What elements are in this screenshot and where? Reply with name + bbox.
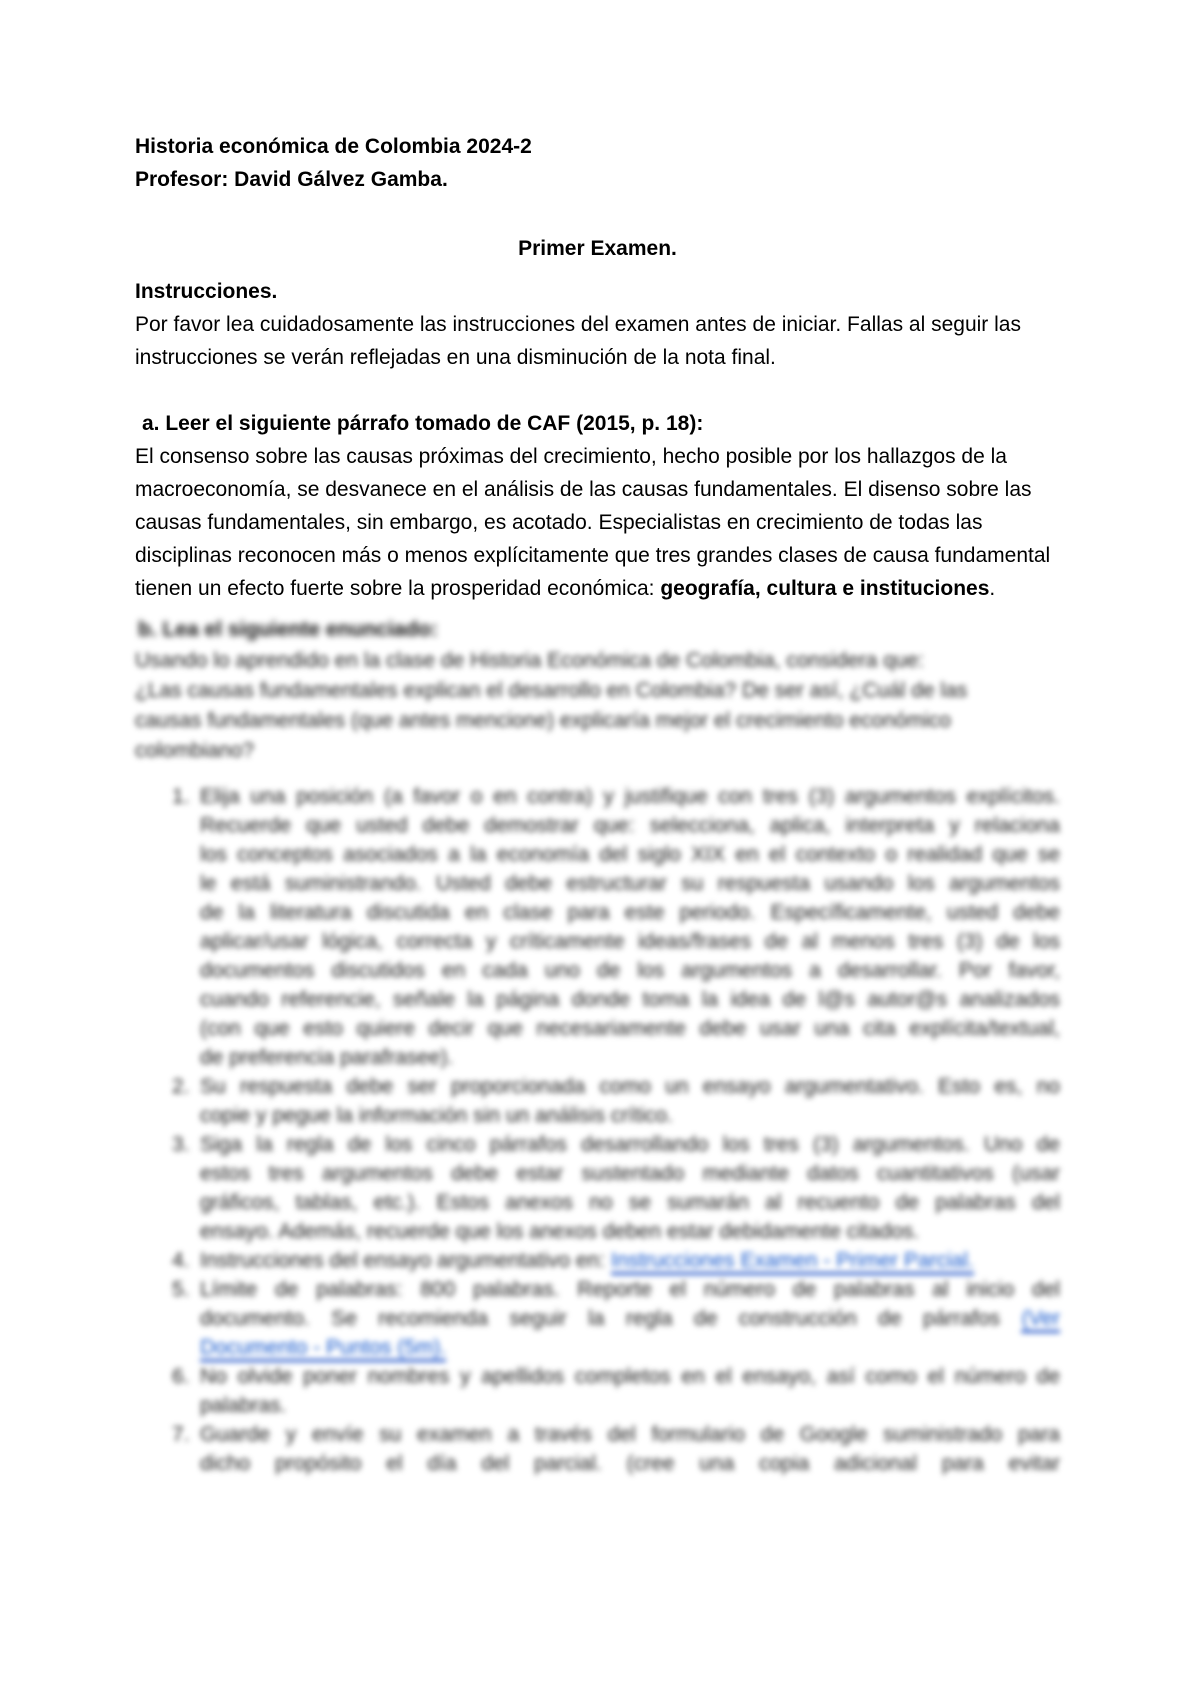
- redacted-list-line: [200, 1304, 1060, 1333]
- redacted-list-line: [200, 1188, 1060, 1217]
- document-link[interactable]: Instrucciones Examen - Primer Parcial.: [611, 1249, 974, 1275]
- redacted-list-line: [200, 1159, 1060, 1188]
- instructions-body: Por favor lea cuidadosamente las instrucciones del examen antes de iniciar. Fallas al seguir las instrucciones se verán reflejadas en una disminución de la nota final.: [135, 313, 1021, 369]
- section-a-heading: a. Leer el siguiente párrafo tomado de CAF (2015, p. 18):: [142, 412, 704, 435]
- redacted-text-segment: aplicar/usar lógica, correcta y críticamente ideas/frases de al menos tres (3) de los: [200, 930, 1060, 953]
- redacted-text-segment: palabras.: [200, 1394, 287, 1417]
- redacted-text-segment: estos tres argumentos debe estar sustentado mediante datos cuantitativos (usar: [200, 1162, 1060, 1185]
- redacted-list-line: [200, 840, 1060, 869]
- list-item: [135, 1246, 1060, 1275]
- exam-title: Primer Examen.: [518, 237, 677, 260]
- redacted-list-line: [200, 869, 1060, 898]
- section-a-paragraph: [135, 440, 1060, 605]
- list-item-number: 1.: [172, 785, 190, 808]
- redacted-list-line: [200, 1333, 1060, 1362]
- redacted-text-segment: Instrucciones del ensayo argumentativo en:: [200, 1249, 611, 1272]
- list-item: [135, 1072, 1060, 1130]
- list-item: [135, 1420, 1060, 1478]
- redacted-text-segment: Elija una posición (a favor o en contra) y justifique con tres (3) argumentos explícitos.: [200, 785, 1060, 808]
- redacted-text-segment: (con que esto quiere decir que necesariamente debe usar una cita explícita/textual,: [200, 1017, 1060, 1040]
- redacted-list-line: [200, 898, 1060, 927]
- document-link[interactable]: (Ver: [1021, 1307, 1060, 1333]
- list-item-number: 3.: [172, 1133, 190, 1156]
- list-item-number: 7.: [172, 1423, 190, 1446]
- redacted-text-segment: los conceptos asociados a la economía del siglo XIX en el contexto o realidad que se: [200, 843, 1060, 866]
- list-item-number: 2.: [172, 1075, 190, 1098]
- redacted-text-segment: gráficos, tablas, etc.). Estos anexos no se sumarán al recuento de palabras del: [200, 1191, 1060, 1214]
- redacted-list-line: [200, 782, 1060, 811]
- list-item-number: 5.: [172, 1278, 190, 1301]
- course-title: Historia económica de Colombia 2024-2: [135, 135, 532, 158]
- professor-line: Profesor: David Gálvez Gamba.: [135, 168, 448, 191]
- redacted-text-segment: dicho propósito el día del parcial. (cree una copia adicional para evitar: [200, 1452, 1060, 1475]
- redacted-text-segment: documento. Se recomienda seguir la regla de construcción de párrafos: [200, 1307, 1022, 1330]
- redacted-text-segment: cuando referencie, señale la página donde toma la idea de l@s autor@s analizados: [200, 988, 1060, 1011]
- list-item: [135, 782, 1060, 1072]
- redacted-list-line: [200, 985, 1060, 1014]
- redacted-text-segment: No olvide poner nombres y apellidos completos en el ensayo, así como el número de: [200, 1365, 1060, 1388]
- document-link[interactable]: Documento - Puntos (5m).: [200, 1336, 446, 1362]
- section-b-paragraph: [135, 646, 1060, 766]
- redacted-list-line: [200, 1101, 1060, 1130]
- list-item: [135, 1275, 1060, 1362]
- redacted-text-segment: le está suministrando. Usted debe estructurar su respuesta usando los argumentos: [200, 872, 1060, 895]
- redacted-list-line: [200, 1043, 1060, 1072]
- redacted-text-segment: Recuerde que usted debe demostrar que: selecciona, aplica, interpreta y relaciona: [200, 814, 1060, 837]
- redacted-text-segment: Límite de palabras: 800 palabras. Reporte el número de palabras al inicio del: [200, 1278, 1060, 1301]
- list-item: [135, 1362, 1060, 1420]
- list-item-number: 4.: [172, 1249, 190, 1272]
- redacted-list-line: [200, 1420, 1060, 1449]
- redacted-text-segment: Su respuesta debe ser proporcionada como un ensayo argumentativo. Esto es, no: [200, 1075, 1060, 1098]
- redacted-text-segment: documentos discutidos en cada uno de los argumentos a desarrollar. Por favor,: [200, 959, 1060, 982]
- list-item: [135, 1130, 1060, 1246]
- redacted-text-segment: de preferencia parafrasee).: [200, 1046, 454, 1069]
- redacted-list-line: [200, 1072, 1060, 1101]
- redacted-list-line: [200, 1275, 1060, 1304]
- redacted-text-segment: de la literatura discutida en clase para este periodo. Específicamente, usted debe: [200, 901, 1060, 924]
- redacted-paragraph-line: colombiano?: [135, 739, 255, 762]
- section-a-period: .: [989, 577, 996, 600]
- redacted-list-line: [200, 1217, 1060, 1246]
- redacted-list-line: [200, 1362, 1060, 1391]
- redacted-list-line: [200, 956, 1060, 985]
- redacted-list-line: [200, 1246, 1060, 1275]
- redacted-list-line: [200, 927, 1060, 956]
- redacted-list-line: [200, 1130, 1060, 1159]
- redacted-list-line: [200, 1014, 1060, 1043]
- section-b-heading: b. Lea el siguiente enunciado:: [138, 618, 438, 641]
- section-a-body: El consenso sobre las causas próximas del crecimiento, hecho posible por los hallazgos de la macroeconomía, se desvanece en el análisis de las causas fundamentales. El disenso sobre las causas fundamentales, sin embargo, es acotado. Especialistas en crecimiento de todas las disciplinas reconocen más o menos explícitamente que tres grandes clases de causa fundamental tienen un efecto fuerte sobre la prosperidad económica:: [135, 445, 1051, 600]
- redacted-paragraph-line: causas fundamentales (que antes mencione) explicaría mejor el crecimiento económico: [135, 709, 951, 732]
- redacted-text-segment: ensayo. Además, recuerde que los anexos deben estar debidamente citados.: [200, 1220, 920, 1243]
- redacted-text-segment: copie y pegue la información sin un análisis crítico.: [200, 1104, 673, 1127]
- redacted-text-segment: Siga la regla de los cinco párrafos desarrollando los tres (3) argumentos. Uno de: [200, 1133, 1060, 1156]
- section-a-bold-phrase: geografía, cultura e instituciones: [660, 577, 990, 600]
- redacted-list-line: [200, 1391, 1060, 1420]
- redacted-paragraph-line: ¿Las causas fundamentales explican el desarrollo en Colombia? De ser así, ¿Cuál de las: [135, 679, 968, 702]
- redacted-list-line: [200, 811, 1060, 840]
- redacted-paragraph-line: Usando lo aprendido en la clase de Historia Económica de Colombia, considera que:: [135, 649, 925, 672]
- instructions-heading: Instrucciones.: [135, 280, 278, 303]
- section-b-list: [135, 782, 1060, 1478]
- list-item-number: 6.: [172, 1365, 190, 1388]
- redacted-list-line: [200, 1449, 1060, 1478]
- redacted-text-segment: Guarde y envíe su examen a través del formulario de Google suministrado para: [200, 1423, 1060, 1446]
